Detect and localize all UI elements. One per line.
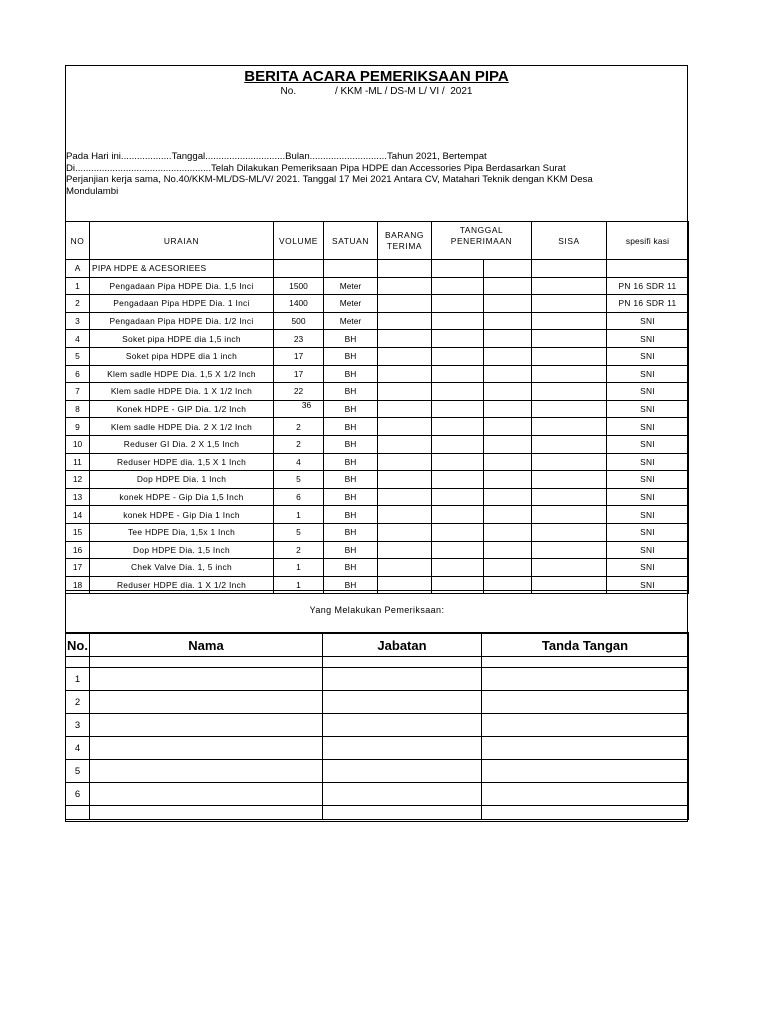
cell-spesifikasi: SNI	[607, 576, 689, 594]
cell-barang-terima	[378, 383, 432, 401]
cell-sisa	[532, 347, 607, 365]
cell-barang-terima	[378, 453, 432, 471]
cell-satuan: Meter	[324, 277, 378, 295]
cell-barang-terima	[378, 400, 432, 418]
cell-barang-terima	[378, 295, 432, 313]
cell-spesifikasi: SNI	[607, 435, 689, 453]
cell-sisa	[532, 506, 607, 524]
cell-sisa	[532, 435, 607, 453]
cell-tanggal-b	[484, 365, 532, 383]
cell-volume: 36	[274, 400, 324, 418]
cell-volume: 4	[274, 453, 324, 471]
cell-no: 13	[66, 488, 90, 506]
cell-uraian: Reduser HDPE dia. 1,5 X 1 Inch	[90, 453, 274, 471]
cell-tanggal-a	[432, 312, 484, 330]
table-row	[66, 453, 689, 471]
cell-uraian: Dop HDPE Dia. 1 Inch	[90, 471, 274, 489]
cell-spesifikasi: SNI	[607, 488, 689, 506]
cell-sisa	[532, 383, 607, 401]
cell-satuan: BH	[324, 435, 378, 453]
sig-header-nama: Nama	[90, 633, 323, 657]
cell-tanggal-a	[432, 488, 484, 506]
header-tanggal-penerimaan-label: TANGGAL PENERIMAAN	[450, 225, 513, 246]
cell-volume: 22	[274, 383, 324, 401]
table-row	[66, 330, 689, 348]
cell-tanggal-b	[484, 559, 532, 577]
cell-spesifikasi: SNI	[607, 471, 689, 489]
signature-row	[66, 668, 689, 691]
cell-tanggal-b	[484, 347, 532, 365]
cell-sisa	[532, 312, 607, 330]
header-no: NO	[66, 222, 90, 260]
cell-satuan: BH	[324, 523, 378, 541]
cell-volume: 1	[274, 576, 324, 594]
cell-spesifikasi: PN 16 SDR 11	[607, 295, 689, 313]
signature-position-cell[interactable]	[323, 668, 482, 691]
cell-uraian: Chek Valve Dia. 1, 5 inch	[90, 559, 274, 577]
cell-satuan: BH	[324, 347, 378, 365]
cell-volume: 1400	[274, 295, 324, 313]
cell-satuan: BH	[324, 383, 378, 401]
cell-barang-terima	[378, 506, 432, 524]
cell-sisa	[532, 277, 607, 295]
signature-sign-cell[interactable]	[482, 714, 689, 737]
cell-volume: 2	[274, 541, 324, 559]
header-spesifikasi: spesifi kasi	[607, 222, 689, 260]
signature-row-no: 1	[66, 668, 90, 691]
signature-row	[66, 714, 689, 737]
signature-spacer-row	[66, 657, 689, 668]
intro-line: Mondulambi	[66, 185, 119, 197]
cell-spesifikasi: SNI	[607, 330, 689, 348]
cell-spesifikasi: SNI	[607, 400, 689, 418]
cell-uraian: Pengadaan Pipa HDPE Dia. 1 Inci	[90, 295, 274, 313]
table-row	[66, 506, 689, 524]
cell-spesifikasi: SNI	[607, 365, 689, 383]
cell-barang-terima	[378, 347, 432, 365]
table-row	[66, 471, 689, 489]
cell-uraian: Soket pipa HDPE dia 1 inch	[90, 347, 274, 365]
cell-uraian: Pengadaan Pipa HDPE Dia. 1,5 Inci	[90, 277, 274, 295]
cell-spesifikasi: PN 16 SDR 11	[607, 277, 689, 295]
cell-spesifikasi: SNI	[607, 312, 689, 330]
cell-satuan: BH	[324, 330, 378, 348]
cell-no: 1	[66, 277, 90, 295]
cell-uraian: konek HDPE - Gip Dia 1 Inch	[90, 506, 274, 524]
table-row	[66, 418, 689, 436]
signature-position-cell[interactable]	[323, 760, 482, 783]
cell-volume: 17	[274, 365, 324, 383]
table-row	[66, 277, 689, 295]
cell-tanggal-a	[432, 435, 484, 453]
document-number: No. / KKM -ML / DS-M L/ VI / 2021	[280, 86, 473, 97]
cell-no: 2	[66, 295, 90, 313]
cell-barang-terima	[378, 435, 432, 453]
table-row	[66, 488, 689, 506]
signature-row	[66, 760, 689, 783]
intro-line: Perjanjian kerja sama, No.40/KKM-ML/DS-ML/V/ 2021. Tanggal 17 Mei 2021 Antara CV, Matahari Teknik dengan KKM Desa	[66, 174, 593, 186]
table-row	[66, 541, 689, 559]
cell-tanggal-b	[484, 418, 532, 436]
cell-tanggal-a	[432, 418, 484, 436]
cell-no: 11	[66, 453, 90, 471]
cell-sisa	[532, 453, 607, 471]
cell-uraian: Klem sadle HDPE Dia. 1 X 1/2 Inch	[90, 383, 274, 401]
cell-uraian: Reduser HDPE dia. 1 X 1/2 Inch	[90, 576, 274, 594]
cell-satuan: BH	[324, 471, 378, 489]
signature-position-cell[interactable]	[323, 691, 482, 714]
signature-sign-cell[interactable]	[482, 783, 689, 806]
cell-tanggal-a	[432, 277, 484, 295]
section-label: PIPA HDPE & ACESORIEES	[90, 260, 274, 278]
cell-tanggal-a	[432, 383, 484, 401]
cell-tanggal-b	[484, 435, 532, 453]
intro-line: Pada Hari ini...................Tanggal..............................Bulan.............................Tahun 2021, Bertempat	[66, 151, 487, 162]
cell-tanggal-a	[432, 453, 484, 471]
table-row	[66, 435, 689, 453]
cell-tanggal-b	[484, 295, 532, 313]
cell-barang-terima	[378, 488, 432, 506]
cell-barang-terima	[378, 330, 432, 348]
cell-tanggal-b	[484, 523, 532, 541]
signature-position-cell[interactable]	[323, 783, 482, 806]
cell-tanggal-b	[484, 277, 532, 295]
table-row	[66, 383, 689, 401]
signature-row-no: 3	[66, 714, 90, 737]
cell-volume: 17	[274, 347, 324, 365]
table-row	[66, 347, 689, 365]
cell-volume: 500	[274, 312, 324, 330]
cell-satuan: BH	[324, 365, 378, 383]
cell-volume: 5	[274, 471, 324, 489]
section-row	[66, 260, 689, 278]
signature-sign-cell[interactable]	[482, 691, 689, 714]
cell-tanggal-b	[484, 453, 532, 471]
cell-no: 17	[66, 559, 90, 577]
cell-uraian: Klem sadle HDPE Dia. 2 X 1/2 Inch	[90, 418, 274, 436]
intro-paragraph	[66, 151, 688, 197]
cell-tanggal-a	[432, 347, 484, 365]
cell-tanggal-b	[484, 488, 532, 506]
cell-tanggal-a	[432, 295, 484, 313]
cell-no: 9	[66, 418, 90, 436]
cell-uraian: Pengadaan Pipa HDPE Dia. 1/2 Inci	[90, 312, 274, 330]
cell-barang-terima	[378, 471, 432, 489]
cell-satuan: Meter	[324, 312, 378, 330]
header-volume: VOLUME	[274, 222, 324, 260]
cell-spesifikasi: SNI	[607, 541, 689, 559]
sig-header-jabatan: Jabatan	[323, 633, 482, 657]
cell-no: 18	[66, 576, 90, 594]
cell-tanggal-b	[484, 541, 532, 559]
cell-volume: 2	[274, 418, 324, 436]
signature-name-cell[interactable]	[90, 783, 323, 806]
cell-volume: 1	[274, 506, 324, 524]
cell-barang-terima	[378, 523, 432, 541]
cell-sisa	[532, 365, 607, 383]
sig-header-tanda-tangan: Tanda Tangan	[482, 633, 689, 657]
cell-barang-terima	[378, 559, 432, 577]
section-code: A	[66, 260, 90, 278]
cell-satuan: Meter	[324, 295, 378, 313]
intro-line: Di...................................................Telah Dilakukan Pemeriksaan Pipa HDPE dan Accessories Pipa Berdasarkan Surat	[66, 162, 566, 174]
table-row	[66, 312, 689, 330]
cell-satuan: BH	[324, 488, 378, 506]
document-title: BERITA ACARA PEMERIKSAAN PIPA	[244, 68, 509, 85]
cell-tanggal-b	[484, 400, 532, 418]
signature-sign-cell[interactable]	[482, 760, 689, 783]
cell-barang-terima	[378, 541, 432, 559]
header-barang-terima	[378, 222, 432, 260]
cell-tanggal-a	[432, 330, 484, 348]
cell-no: 3	[66, 312, 90, 330]
signature-end-row	[66, 806, 689, 820]
cell-volume: 1	[274, 559, 324, 577]
cell-tanggal-a	[432, 523, 484, 541]
header-satuan: SATUAN	[324, 222, 378, 260]
cell-spesifikasi: SNI	[607, 453, 689, 471]
cell-tanggal-a	[432, 559, 484, 577]
cell-volume: 23	[274, 330, 324, 348]
cell-volume: 6	[274, 488, 324, 506]
cell-tanggal-b	[484, 330, 532, 348]
cell-barang-terima	[378, 418, 432, 436]
cell-tanggal-a	[432, 541, 484, 559]
cell-satuan: BH	[324, 418, 378, 436]
cell-spesifikasi: SNI	[607, 418, 689, 436]
cell-sisa	[532, 541, 607, 559]
signature-name-cell[interactable]	[90, 737, 323, 760]
cell-no: 15	[66, 523, 90, 541]
sig-header-no: No.	[66, 633, 90, 657]
cell-uraian: Reduser GI Dia. 2 X 1,5 Inch	[90, 435, 274, 453]
inspection-table	[65, 221, 689, 594]
cell-uraian: konek HDPE - Gip Dia 1,5 Inch	[90, 488, 274, 506]
header-barang-terima-label: BARANG TERIMA	[385, 229, 424, 251]
cell-spesifikasi: SNI	[607, 506, 689, 524]
signature-name-cell[interactable]	[90, 714, 323, 737]
cell-sisa	[532, 295, 607, 313]
document-sheet	[65, 65, 688, 822]
cell-barang-terima	[378, 312, 432, 330]
cell-no: 5	[66, 347, 90, 365]
cell-satuan: BH	[324, 400, 378, 418]
header-tanggal-penerimaan	[432, 222, 532, 260]
table-row	[66, 365, 689, 383]
cell-volume: 1500	[274, 277, 324, 295]
signature-row	[66, 737, 689, 760]
table-header-row	[66, 222, 689, 260]
signature-row	[66, 691, 689, 714]
cell-sisa	[532, 471, 607, 489]
cell-tanggal-b	[484, 471, 532, 489]
cell-volume: 2	[274, 435, 324, 453]
cell-tanggal-b	[484, 312, 532, 330]
table-row	[66, 400, 689, 418]
signature-position-cell[interactable]	[323, 714, 482, 737]
cell-uraian: Soket pipa HDPE dia 1,5 inch	[90, 330, 274, 348]
cell-tanggal-a	[432, 471, 484, 489]
cell-tanggal-a	[432, 365, 484, 383]
signature-header-row	[66, 633, 689, 657]
cell-satuan: BH	[324, 559, 378, 577]
cell-tanggal-b	[484, 506, 532, 524]
cell-barang-terima	[378, 277, 432, 295]
cell-no: 4	[66, 330, 90, 348]
cell-tanggal-a	[432, 400, 484, 418]
signature-name-cell[interactable]	[90, 691, 323, 714]
cell-tanggal-b	[484, 383, 532, 401]
cell-satuan: BH	[324, 453, 378, 471]
cell-no: 7	[66, 383, 90, 401]
signature-name-cell[interactable]	[90, 668, 323, 691]
signature-row-no: 6	[66, 783, 90, 806]
signature-sign-cell[interactable]	[482, 737, 689, 760]
signature-row-no: 2	[66, 691, 90, 714]
header-uraian: URAIAN	[90, 222, 274, 260]
cell-spesifikasi: SNI	[607, 383, 689, 401]
cell-uraian: Tee HDPE Dia, 1,5x 1 Inch	[90, 523, 274, 541]
cell-no: 6	[66, 365, 90, 383]
signature-row-no: 4	[66, 737, 90, 760]
table-row	[66, 523, 689, 541]
signature-caption-text: Yang Melakukan Pemeriksaan:	[309, 605, 445, 615]
cell-barang-terima	[378, 365, 432, 383]
signature-sign-cell[interactable]	[482, 668, 689, 691]
signature-table	[65, 632, 689, 820]
cell-satuan: BH	[324, 576, 378, 594]
cell-volume: 5	[274, 523, 324, 541]
cell-sisa	[532, 488, 607, 506]
table-row	[66, 295, 689, 313]
table-row	[66, 559, 689, 577]
cell-spesifikasi: SNI	[607, 559, 689, 577]
cell-no: 16	[66, 541, 90, 559]
cell-no: 8	[66, 400, 90, 418]
signature-name-cell[interactable]	[90, 760, 323, 783]
cell-sisa	[532, 559, 607, 577]
cell-uraian: Dop HDPE Dia. 1,5 Inch	[90, 541, 274, 559]
signature-caption	[66, 590, 688, 632]
cell-sisa	[532, 418, 607, 436]
cell-sisa	[532, 523, 607, 541]
cell-spesifikasi: SNI	[607, 347, 689, 365]
cell-uraian: Konek HDPE - GIP Dia. 1/2 Inch	[90, 400, 274, 418]
cell-tanggal-a	[432, 506, 484, 524]
cell-spesifikasi: SNI	[607, 523, 689, 541]
cell-satuan: BH	[324, 541, 378, 559]
cell-no: 10	[66, 435, 90, 453]
cell-no: 14	[66, 506, 90, 524]
cell-no: 12	[66, 471, 90, 489]
cell-satuan: BH	[324, 506, 378, 524]
signature-row	[66, 783, 689, 806]
header-sisa: SISA	[532, 222, 607, 260]
cell-uraian: Klem sadle HDPE Dia. 1,5 X 1/2 Inch	[90, 365, 274, 383]
cell-sisa	[532, 330, 607, 348]
cell-sisa	[532, 400, 607, 418]
signature-position-cell[interactable]	[323, 737, 482, 760]
signature-row-no: 5	[66, 760, 90, 783]
